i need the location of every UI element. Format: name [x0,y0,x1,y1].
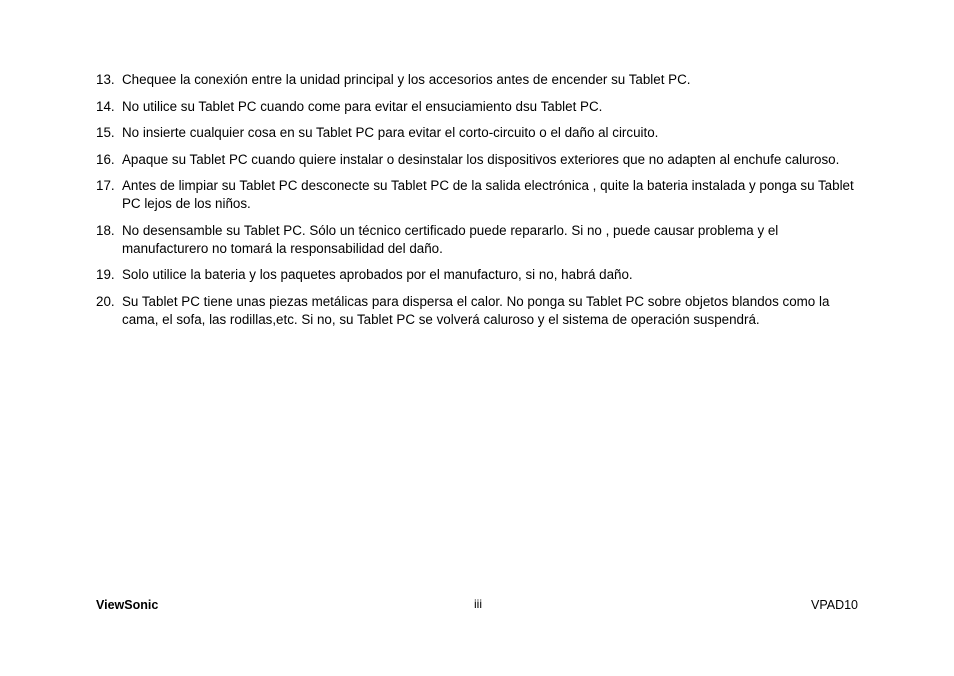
list-item [96,177,856,213]
item-number: 16. [96,151,115,167]
list-item [96,151,856,169]
list-item [96,98,856,116]
item-text: No insierte cualquier cosa en su Tablet PC para evitar el corto-circuito o el daño al circuito. [122,125,659,140]
item-text: Antes de limpiar su Tablet PC desconecte su Tablet PC de la salida electrónica , quite la bateria instalada y ponga su Tablet PC lejos de los niños. [122,178,854,211]
item-text: No desensamble su Tablet PC. Sólo un técnico certificado puede repararlo. Si no , puede causar problema y el manufacturero no tomará la responsabilidad del daño. [122,222,779,256]
item-number: 13. [96,72,115,87]
item-text: Apaque su Tablet PC cuando quiere instalar o desinstalar los dispositivos exteriores que no adapten al enchufe caluroso. [122,151,840,167]
list-item [96,293,856,329]
item-number: 14. [96,98,115,114]
item-text: Solo utilice la bateria y los paquetes aprobados por el manufacturo, si no, habrá daño. [122,267,633,282]
item-number: 19. [96,267,115,282]
list-item [96,71,856,89]
item-text: No utilice su Tablet PC cuando come para evitar el ensuciamiento dsu Tablet PC. [122,98,603,114]
list-item [96,222,856,258]
item-text: Chequee la conexión entre la unidad principal y los accesorios antes de encender su Tablet PC. [122,72,691,87]
item-number: 17. [96,178,115,193]
item-number: 15. [96,125,115,140]
safety-instructions-list [96,71,856,337]
item-number: 20. [96,293,115,309]
footer-brand: ViewSonic [96,598,159,612]
footer-model: VPAD10 [810,598,858,612]
item-number: 18. [96,222,115,238]
footer-page-number: iii [474,597,482,611]
item-text: Su Tablet PC tiene unas piezas metálicas para dispersa el calor. No ponga su Tablet PC sobre objetos blandos como la cama, el sofa, las rodillas,etc. Si no, su Tablet PC se volverá caluroso y el sistema de operación suspendrá. [122,293,830,327]
list-item [96,124,856,142]
list-item [96,266,856,284]
